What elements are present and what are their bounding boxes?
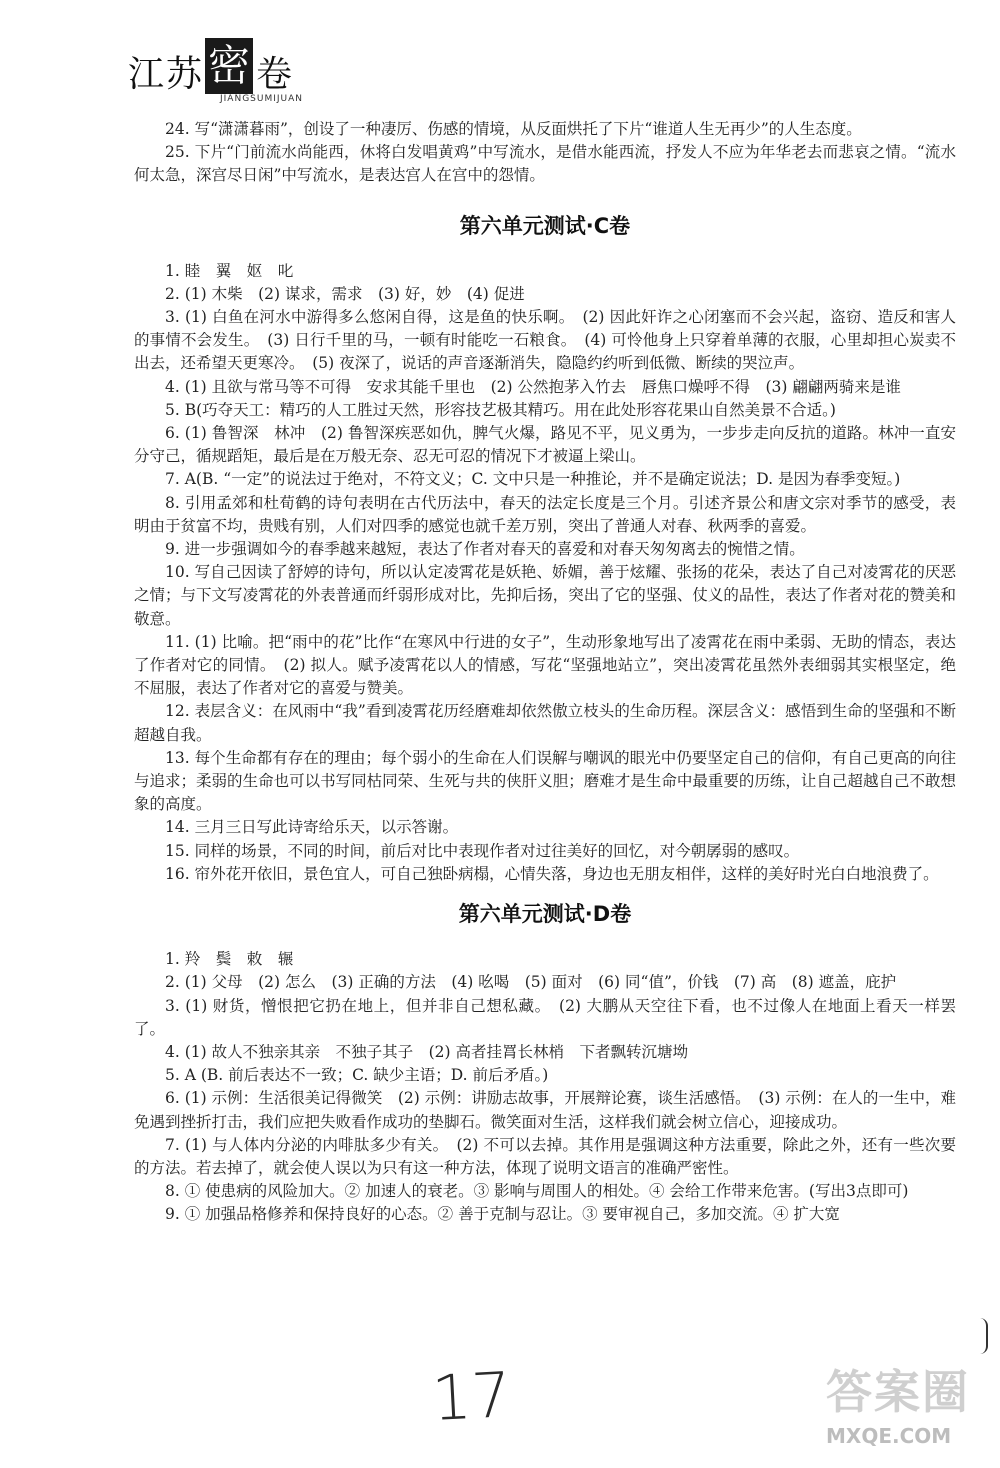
answers-previous-section (134, 118, 956, 188)
answer-item: 7. (1) 与人体内分泌的内啡肽多少有关。 (2) 不可以去掉。其作用是强调这种方法重要，除此之外，还有一些次要的方法。若去掉了，就会使人误以为只有这一种方法，体现了说明文语言的准确严密性。 (134, 1135, 956, 1177)
answer-item: 25. 下片“门前流水尚能西，休将白发唱黄鸡”中写流水，是借水能西流，抒发人不应为年华老去而悲哀之情。“流水何太急，深宫尽日闲”中写流水，是表达宫人在宫中的怨情。 (134, 143, 956, 185)
page-edge-mark (978, 1318, 988, 1354)
answer-item: 5. B(巧夺天工：精巧的人工胜过天然，形容技艺极其精巧。用在此处形容花果山自然美景不合适。) (165, 400, 836, 419)
section-c-title: 第六单元测试·C卷 (459, 213, 631, 238)
brand-mi-block: 密 (205, 38, 253, 94)
answer-item: 11. (1) 比喻。把“雨中的花”比作“在寒风中行进的女子”，生动形象地写出了凌霄花在雨中柔弱、无助的情态，表达了作者对它的同情。 (2) 拟人。赋予凌霄花以人的情感，写花“坚强地站立”，突出凌霄花虽然外表细弱其实根坚定，绝不屈服，表达了作者对它的喜爱与赞美。 (134, 632, 956, 698)
answer-item: 2. (1) 父母 (2) 怎么 (3) 正确的方法 (4) 吆喝 (5) 面对 (6) 同“值”，价钱 (7) 高 (8) 遮盖，庇护 (165, 973, 897, 992)
answer-item: 12. 表层含义：在风雨中“我”看到凌霄花历经磨难却依然傲立枝头的生命历程。深层含义：感悟到生命的坚强和不断超越自我。 (134, 702, 956, 744)
answer-item: 8. ① 使患病的风险加大。② 加速人的衰老。③ 影响与周围人的相处。④ 会给工作带来危害。(写出3点即可) (165, 1182, 909, 1201)
answer-item: 15. 同样的场景，不同的时间，前后对比中表现作者对过往美好的回忆，对今朝孱弱的感叹。 (165, 841, 800, 860)
answer-item: 9. 进一步强调如今的春季越来越短，表达了作者对春天的喜爱和对春天匆匆离去的惋惜之情。 (165, 540, 805, 559)
answer-item: 24. 写“潇潇暮雨”，创设了一种凄厉、伤感的情境，从反面烘托了下片“谁道人生无再少”的人生态度。 (165, 120, 862, 138)
watermark (826, 1356, 986, 1456)
answer-item: 6. (1) 鲁智深 林冲 (2) 鲁智深疾恶如仇，脾气火爆，路见不平，见义勇为，一步步走向反抗的道路。林冲一直安分守己，循规蹈矩，最后是在万般无奈、忍无可忍的情况下才被逼上梁山。 (134, 424, 956, 466)
answer-item: 8. 引用孟郊和杜荀鹤的诗句表明在古代历法中，春天的法定长度是三个月。引述齐景公和唐文宗对季节的感受，表明由于贫富不均，贵贱有别，人们对四季的感觉也就千差万别，突出了普通人对春、秋两季的喜爱。 (134, 493, 956, 535)
answer-item: 3. (1) 财货，憎恨把它扔在地上，但并非自己想私藏。 (2) 大鹏从天空往下看，也不过像人在地面上看天一样罢了。 (134, 996, 956, 1038)
answer-item: 4. (1) 故人不独亲其亲 不独子其子 (2) 高者挂罥长林梢 下者飘转沉塘坳 (165, 1042, 688, 1061)
answer-item: 13. 每个生命都有存在的理由；每个弱小的生命在人们误解与嘲讽的眼光中仍要坚定自己的信仰，有自己更高的向往与追求；柔弱的生命也可以书写同枯同荣、生死与共的侠肝义胆；磨难才是生命中最重要的历练，让自己超越自己不敢想象的高度。 (134, 748, 956, 814)
watermark-url: MXQE.COM (826, 1424, 952, 1448)
answer-item: 5. A (B. 前后表达不一致；C. 缺少主语；D. 前后矛盾。) (165, 1066, 549, 1085)
answer-item: 1. 羚 鬓 敕 辗 (165, 950, 294, 969)
answer-item: 3. (1) 白鱼在河水中游得多么悠闲自得，这是鱼的快乐啊。 (2) 因此奸诈之心闭塞而不会兴起，盗窃、造反和害人的事情不会发生。 (3) 日行千里的马，一顿有时能吃一石粮食。 (4) 可怜他身上只穿着单薄的衣服，心里却担心炭卖不出去，还希望天更寒冷。 (5) 夜深了，说话的声音逐渐消失，隐隐约约听到低微、断续的哭泣声。 (134, 308, 956, 373)
watermark-logo: 答案圈 (826, 1365, 970, 1419)
answer-content (134, 118, 956, 1227)
answer-item: 10. 写自己因读了舒婷的诗句，所以认定凌霄花是妖艳、娇媚，善于炫耀、张扬的花朵，表达了自己对凌霄花的厌恶之情；与下文写凌霄花的外表普通而纤弱形成对比，先抑后扬，突出了它的坚强、仗义的品性，表达了作者对花的赞美和敬意。 (134, 563, 956, 628)
answer-item: 14. 三月三日写此诗寄给乐天，以示答谢。 (165, 818, 459, 837)
section-d-answers (134, 948, 956, 1226)
brand-suffix: 卷 (256, 54, 293, 95)
answer-item: 9. ① 加强品格修养和保持良好的心态。② 善于克制与忍让。③ 要审视自己，多加交流。④ 扩大宽 (165, 1205, 840, 1224)
answer-item: 16. 帘外花开依旧，景色宜人，可自己独卧病榻，心情失落，身边也无朋友相伴，这样的美好时光白白地浪费了。 (165, 864, 939, 883)
answer-item: 2. (1) 木柴 (2) 谋求，需求 (3) 好，妙 (4) 促进 (165, 284, 525, 303)
section-c-answers (134, 260, 956, 886)
brand-logo (128, 38, 368, 102)
answer-item: 4. (1) 且欲与常马等不可得 安求其能千里也 (2) 公然抱茅入竹去 唇焦口燥呼不得 (3) 翩翩两骑来是谁 (165, 377, 901, 396)
section-d-title: 第六单元测试·D卷 (458, 902, 632, 927)
brand-prefix: 江苏 (128, 54, 205, 95)
brand-pinyin: JIANGSUMIJUAN (220, 94, 304, 104)
answer-item: 7. A(B. “一定”的说法过于绝对，不符文义；C. 文中只是一种推论，并不是确定说法；D. 是因为春季变短。) (165, 470, 901, 489)
answer-item: 1. 睦 翼 妪 叱 (165, 261, 294, 280)
page-number: 17 (430, 1357, 513, 1436)
answer-item: 6. (1) 示例：生活很美记得微笑 (2) 示例：讲励志故事，开展辩论赛，谈生活感悟。 (3) 示例：在人的一生中，难免遇到挫折打击，我们应把失败看作成功的垫脚石。微笑面对生活，这样我们就会树立信心，迎接成功。 (134, 1089, 956, 1131)
